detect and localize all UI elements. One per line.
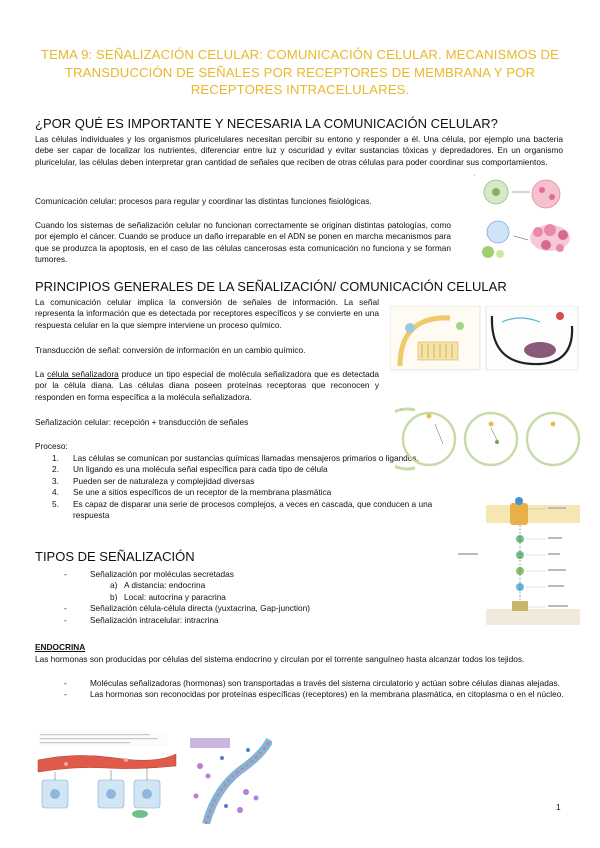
- endocrine-heading: ENDOCRINA: [35, 642, 86, 652]
- paragraph-endocrine: Las hormonas son producidas por células del sistema endocrino y circulan por el torrente sanguíneo hasta alcanzar todos los tejidos.: [35, 654, 525, 664]
- endocrine-bullets: [64, 678, 564, 701]
- list-item: [64, 678, 564, 689]
- item-letter: a): [110, 580, 118, 591]
- item-text: Se une a sitios específicos de un receptor de la membrana plasmática: [73, 487, 332, 498]
- paragraph-reception-transduction: Señalización celular: recepción + transducción de señales: [35, 417, 249, 427]
- list-item: [35, 499, 451, 522]
- list-item: [64, 689, 564, 700]
- list-item: [35, 487, 451, 498]
- item-letter: b): [110, 591, 118, 602]
- list-item: [64, 569, 444, 603]
- item-text: Señalización por moléculas secretadas: [90, 569, 234, 579]
- paragraph-intro: Las células individuales y los organismos pluricelulares necesitan percibir su entono y responder a él. Una célula, por ejemplo una bacteria debe ser capar de localizar los nutrientes, diferenciar entre luz y oscuridad y evitar sustancias tóxicas y depredadores. En un organismo pluricelular, las células deben interpretar gran cantidad de señales que reciben de otras células para poder coordinar sus comportamientos.: [35, 134, 563, 167]
- list-item: [90, 592, 444, 603]
- process-label: Proceso:: [35, 441, 68, 451]
- item-text: Señalización intracelular: intracrina: [90, 614, 219, 625]
- item-number: 2.: [52, 464, 59, 475]
- process-steps-list: [35, 453, 451, 521]
- list-item: [35, 453, 451, 464]
- item-text: Local: autocrina y paracrina: [124, 591, 226, 602]
- section-heading-signaling-types: TIPOS DE SEÑALIZACIÓN: [35, 549, 195, 564]
- signaling-cascade-figure: [456, 497, 580, 631]
- section-heading-why-communication: ¿POR QUÉ ES IMPORTANTE Y NECESARIA LA COMUNICACIÓN CELULAR?: [35, 116, 498, 131]
- list-item: [35, 464, 451, 475]
- item-text: Las células se comunican por sustancias químicas llamadas mensajeros primarios o ligandos.: [73, 453, 419, 463]
- item-text: Las hormonas son reconocidas por proteínas específicas (receptores) en la membrana plasmática, en citoplasma o en el núcleo.: [90, 689, 564, 700]
- transduction-figure: [390, 306, 580, 372]
- list-item: [64, 603, 444, 614]
- text-segment: La: [35, 369, 48, 379]
- item-text: Pueden ser de naturaleza y complejidad diversas: [73, 475, 255, 486]
- endocrine-cells-figure: [186, 736, 272, 824]
- item-text: Un ligando es una molécula señal específica para cada tipo de célula: [73, 464, 328, 475]
- paragraph-transduction: Transducción de señal: conversión de información en un cambio químico.: [35, 345, 306, 355]
- item-text: A distancia: endocrina: [124, 580, 206, 591]
- item-number: 3.: [52, 475, 59, 486]
- svg-text:▪: ▪: [474, 173, 476, 177]
- cell-signaling-figure: [468, 170, 580, 265]
- item-number: 1.: [52, 453, 59, 463]
- list-item: [35, 476, 451, 487]
- item-number: 4.: [52, 487, 59, 498]
- item-text: Señalización célula-célula directa (yuxtacrina, Gap-junction): [90, 603, 310, 614]
- list-item: [90, 580, 444, 591]
- paragraph-definition-communication: Comunicación celular: procesos para regular y coordinar las distintas funciones fisiológicas.: [35, 196, 372, 206]
- endocrine-blood-vessel-figure: [36, 730, 178, 820]
- item-text: Moléculas señalizadoras (hormonas) son transportadas a través del sistema circulatorio y actúan sobre células dianas alejadas.: [90, 678, 560, 688]
- text-segment: produce un tipo especial de molécula señalizadora que es detectada por la célula diana. Las células diana poseen proteínas receptoras que reconocen y responden en forma específica a la molécula señalizadora.: [35, 369, 379, 402]
- signaling-types-list: [64, 569, 444, 626]
- section-heading-principles: PRINCIPIOS GENERALES DE LA SEÑALIZACIÓN/ COMUNICACIÓN CELULAR: [35, 279, 507, 294]
- paragraph-signaling-cell: [35, 369, 379, 403]
- signaling-stages-figure: [395, 404, 581, 474]
- paragraph-conversion: La comunicación celular implica la conversión de señales de información. La señal representa la información que es detectada por receptores específicos y se convierte en una respuesta celular en la que siempre interviene un proceso químico.: [35, 297, 379, 330]
- list-item: [64, 615, 444, 626]
- term-signaling-cell: célula señalizadora: [47, 369, 119, 379]
- item-text: Es capaz de disparar una serie de procesos complejos, a veces en cascada, que conducen a una respuesta: [73, 498, 433, 521]
- secreted-signaling-sublist: [90, 580, 444, 603]
- paragraph-pathologies: Cuando los sistemas de señalización celular no funcionan correctamente se originan distintas patologías, como por ejemplo el cáncer. Cuando se produce un daño irreparable en el ADN se ponen en marcha mecanismos para que se produzca la apoptosis, en el caso de las células cancerosas esta comunicación no funciona y se forman tumores.: [35, 220, 451, 265]
- svg-text:▪: ▪: [401, 407, 403, 411]
- item-number: 5.: [52, 498, 59, 509]
- document-title: TEMA 9: SEÑALIZACIÓN CELULAR: COMUNICACIÓN CELULAR. MECANISMOS DE TRANSDUCCIÓN DE SEÑALES POR RECEPTORES DE MEMBRANA Y POR RECEPTORES INTRACELULARES.: [41, 47, 559, 97]
- page-number: 1: [556, 802, 561, 812]
